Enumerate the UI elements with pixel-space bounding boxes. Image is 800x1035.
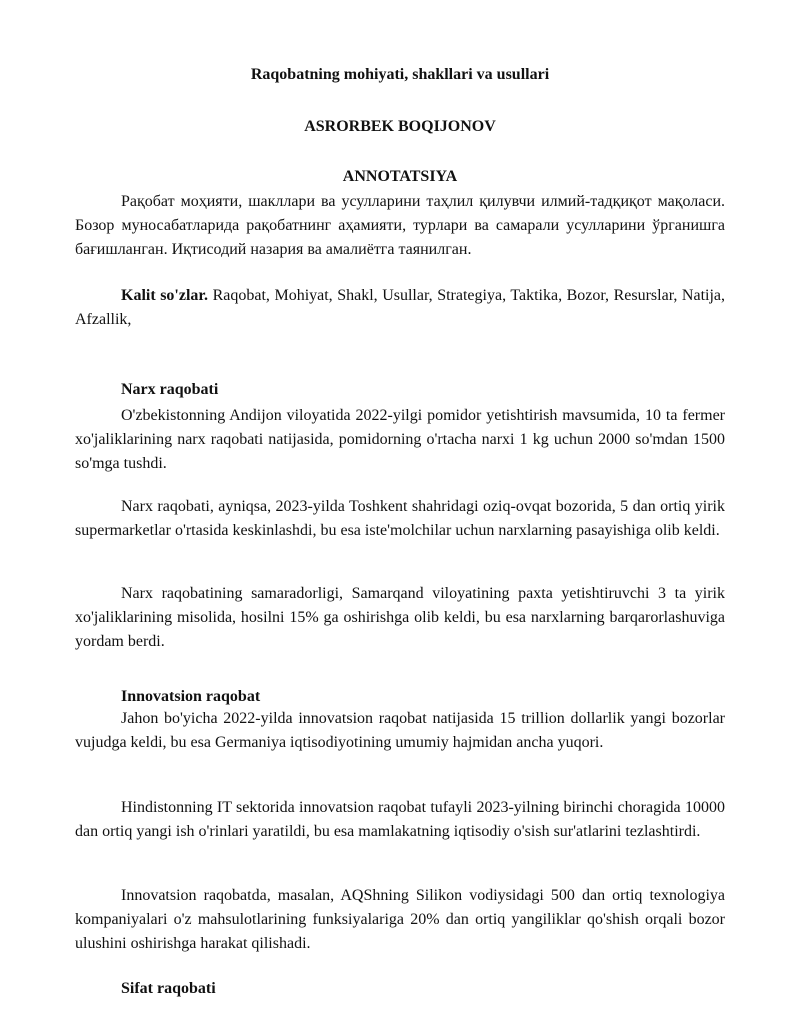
annotation-paragraph — [75, 190, 725, 262]
section-paragraph — [75, 796, 725, 844]
document-title: Raqobatning mohiyati, shakllari va usullari — [250, 66, 550, 83]
keywords-text: Raqobat, Mohiyat, Shakl, Usullar, Strategiya, Taktika, Bozor, Resurslar, Natija, Afzallik, — [75, 287, 726, 328]
paragraph-text: Jahon bo'yicha 2022-yilda innovatsion raqobat natijasida 15 trillion dollarlik yangi bozorlar vujudga keldi, bu esa Germaniya iqtisodiyotining umumiy hajmidan ancha yuqori. — [75, 710, 725, 751]
paragraph-text: Narx raqobati, ayniqsa, 2023-yilda Toshkent shahridagi oziq-ovqat bozorida, 5 dan ortiq yirik supermarketlar o'rtasida keskinlashdi, bu esa iste'molchilar uchun narxlarning pasayishiga olib keldi. — [75, 498, 725, 539]
section-paragraph — [75, 495, 725, 543]
section-paragraph — [75, 404, 725, 476]
paragraph-text: Narx raqobatining samaradorligi, Samarqand viloyatining paxta yetishtiruvchi 3 ta yirik xo'jaliklarining misolida, hosilni 15% ga oshirishga olib keldi, bu esa narxlarning barqarorlashuviga yordam berdi. — [75, 585, 725, 650]
paragraph-text: Innovatsion raqobatda, masalan, AQShning Silikon vodiysidagi 500 dan ortiq texnologiya kompaniyalari o'z mahsulotlarining funksiyalariga 20% dan ortiq yangiliklar qo'shish orqali bozor ulushini oshirishga harakat qilishadi. — [75, 887, 725, 952]
keywords-label: Kalit so'zlar. — [121, 287, 209, 304]
paragraph-text: O'zbekistonning Andijon viloyatida 2022-yilgi pomidor yetishtirish mavsumida, 10 ta fermer xo'jaliklarining narx raqobati natijasida, pomidorning o'rtacha narxi 1 kg uchun 2000 so'mdan 1500 so'mga tushdi. — [75, 407, 725, 472]
author-name: ASRORBEK BOQIJONOV — [304, 118, 496, 135]
annotation-heading: ANNOTATSIYA — [342, 168, 458, 185]
section-paragraph — [75, 582, 725, 654]
section-heading-sifat: Sifat raqobati — [121, 980, 216, 997]
section-paragraph — [75, 884, 725, 956]
keywords-paragraph — [75, 284, 725, 332]
paragraph-text: Hindistonning IT sektorida innovatsion raqobat tufayli 2023-yilning birinchi choragida 10000 dan ortiq yangi ish o'rinlari yaratildi, bu esa mamlakatning iqtisodiy o'sish sur'atlarini tezlashtirdi. — [75, 799, 725, 840]
section-heading-innovatsion: Innovatsion raqobat — [121, 688, 261, 705]
section-heading-narx: Narx raqobati — [121, 381, 219, 398]
annotation-text: Рақобат моҳияти, шакллари ва усулларини таҳлил қилувчи илмий-тадқиқот мақоласи. Бозор муносабатларида рақобатнинг аҳамияти, турлари ва самарали усулларини ўрганишга бағишланган. Иқтисодий назария ва амалиётга таянилган. — [75, 193, 725, 258]
section-paragraph — [75, 707, 725, 755]
